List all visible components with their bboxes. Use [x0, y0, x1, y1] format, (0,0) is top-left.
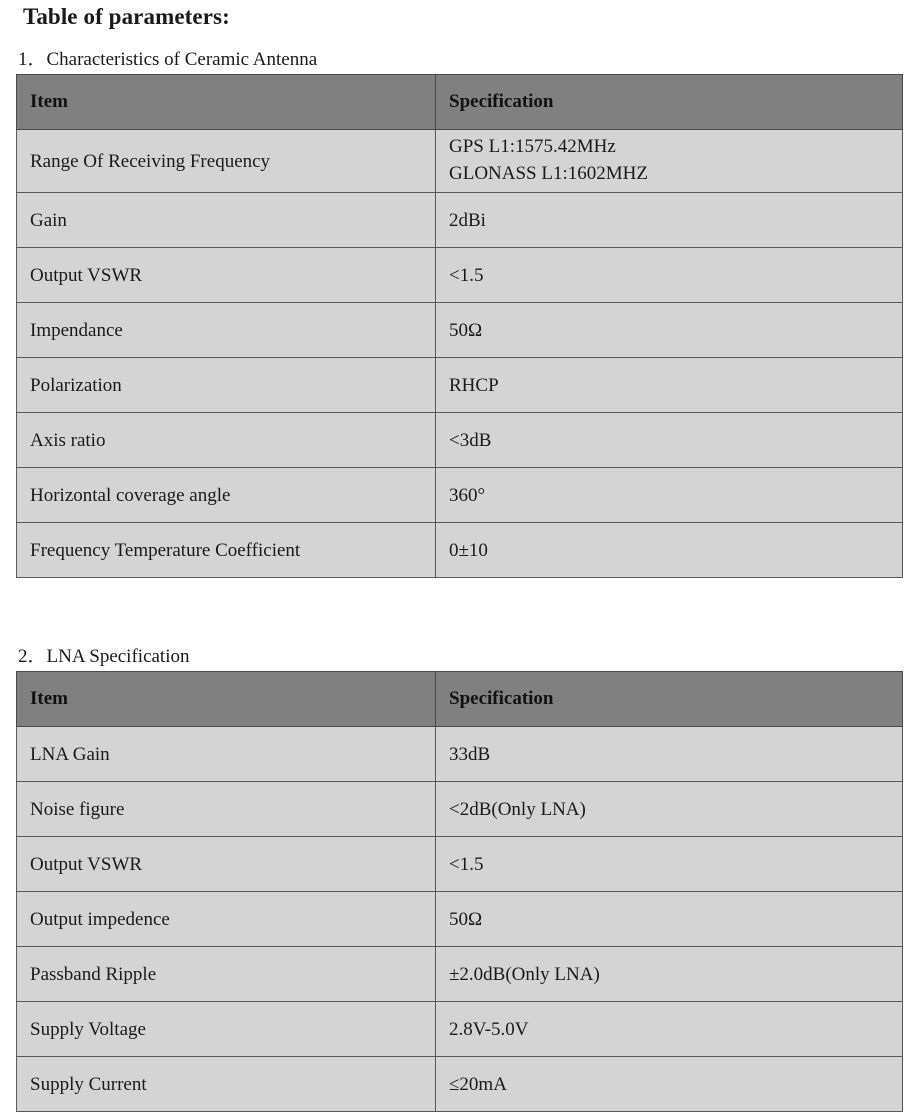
spec-line: GLONASS L1:1602MHZ	[449, 163, 648, 184]
cell-specification: ≤20mA	[436, 1057, 903, 1112]
table-header-row	[17, 75, 903, 130]
table-row	[17, 248, 903, 303]
cell-specification: 33dB	[436, 727, 903, 782]
cell-specification: 0±10	[436, 523, 903, 578]
cell-item: Gain	[17, 193, 436, 248]
cell-specification: <2dB(Only LNA)	[436, 782, 903, 837]
table-row	[17, 837, 903, 892]
cell-item: Impendance	[17, 303, 436, 358]
column-header-specification: Specification	[436, 75, 903, 130]
cell-specification: ±2.0dB(Only LNA)	[436, 947, 903, 1002]
column-header-item: Item	[17, 75, 436, 130]
cell-item: LNA Gain	[17, 727, 436, 782]
table-row	[17, 727, 903, 782]
cell-item: Range Of Receiving Frequency	[17, 130, 436, 193]
table-row	[17, 523, 903, 578]
section-caption-2: 2．LNA Specification	[18, 646, 190, 667]
table-row	[17, 1057, 903, 1112]
table-row	[17, 1002, 903, 1057]
multiline-value	[449, 134, 902, 188]
table-row	[17, 892, 903, 947]
cell-item: Polarization	[17, 358, 436, 413]
cell-specification: <3dB	[436, 413, 903, 468]
cell-item: Output VSWR	[17, 837, 436, 892]
ceramic-antenna-table	[16, 74, 903, 578]
cell-specification: <1.5	[436, 248, 903, 303]
table-header	[17, 672, 903, 727]
table-row	[17, 358, 903, 413]
table-body	[17, 727, 903, 1112]
table-row	[17, 130, 903, 193]
cell-specification: 360°	[436, 468, 903, 523]
cell-specification: 2.8V-5.0V	[436, 1002, 903, 1057]
page-title: Table of parameters:	[23, 4, 230, 29]
table-row	[17, 303, 903, 358]
cell-item: Horizontal coverage angle	[17, 468, 436, 523]
table-row	[17, 782, 903, 837]
cell-specification: <1.5	[436, 837, 903, 892]
table-header-row	[17, 672, 903, 727]
cell-specification: 50Ω	[436, 303, 903, 358]
spec-line: GPS L1:1575.42MHz	[449, 136, 616, 158]
column-header-item: Item	[17, 672, 436, 727]
section-ceramic-antenna	[16, 28, 902, 578]
table-row	[17, 413, 903, 468]
cell-item: Noise figure	[17, 782, 436, 837]
table-row	[17, 947, 903, 1002]
cell-item: Output impedence	[17, 892, 436, 947]
lna-specification-table	[16, 671, 903, 1112]
cell-specification	[436, 130, 903, 193]
cell-item: Passband Ripple	[17, 947, 436, 1002]
cell-item: Output VSWR	[17, 248, 436, 303]
section-caption-1: 1．Characteristics of Ceramic Antenna	[18, 49, 318, 70]
table-header	[17, 75, 903, 130]
cell-item: Axis ratio	[17, 413, 436, 468]
column-header-specification: Specification	[436, 672, 903, 727]
section-lna-specification	[16, 578, 902, 1112]
table-body	[17, 130, 903, 578]
table-row	[17, 193, 903, 248]
table-row	[17, 468, 903, 523]
cell-specification: 2dBi	[436, 193, 903, 248]
cell-item: Frequency Temperature Coefficient	[17, 523, 436, 578]
cell-specification: RHCP	[436, 358, 903, 413]
cell-item: Supply Voltage	[17, 1002, 436, 1057]
cell-specification: 50Ω	[436, 892, 903, 947]
cell-item: Supply Current	[17, 1057, 436, 1112]
